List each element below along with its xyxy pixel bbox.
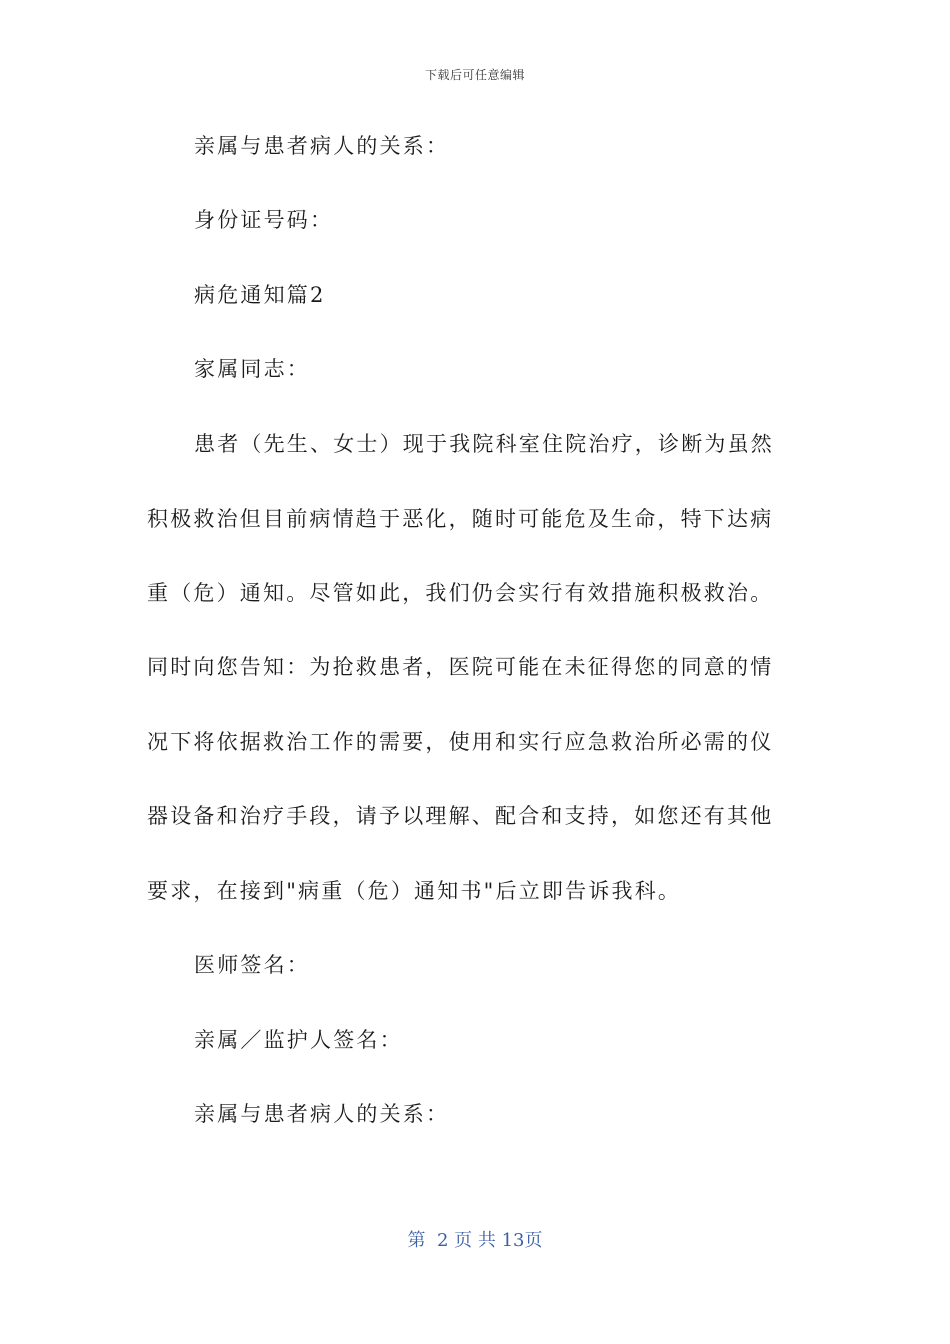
paragraph-line: 要求，在接到"病重（危）通知书"后立即告诉我科。 [147,879,682,903]
section-title: 病危通知篇2 [194,283,326,307]
id-number-label: 身份证号码： [194,208,334,232]
paragraph-line: 积极救治但目前病情趋于恶化，随时可能危及生命，特下达病 [147,507,774,531]
paragraph-line: 况下将依据救治工作的需要，使用和实行应急救治所必需的仪 [147,730,774,754]
page-footer: 第 2 页 共 13页 [407,1230,543,1251]
relation-label: 亲属与患者病人的关系： [194,134,450,158]
paragraph-line: 同时向您告知：为抢救患者，医院可能在未征得您的同意的情 [147,655,774,679]
salutation: 家属同志： [194,357,310,381]
paragraph-line: 患者（先生、女士）现于我院科室住院治疗，诊断为虽然 [194,432,774,456]
relation-label: 亲属与患者病人的关系： [194,1102,450,1126]
paragraph-line: 器设备和治疗手段，请予以理解、配合和支持，如您还有其他 [147,804,774,828]
guardian-signature-label: 亲属／监护人签名： [194,1028,403,1052]
page-header: 下载后可任意编辑 [424,68,525,82]
doctor-signature-label: 医师签名： [194,953,310,977]
paragraph-line: 重（危）通知。尽管如此，我们仍会实行有效措施积极救治。 [147,581,774,605]
